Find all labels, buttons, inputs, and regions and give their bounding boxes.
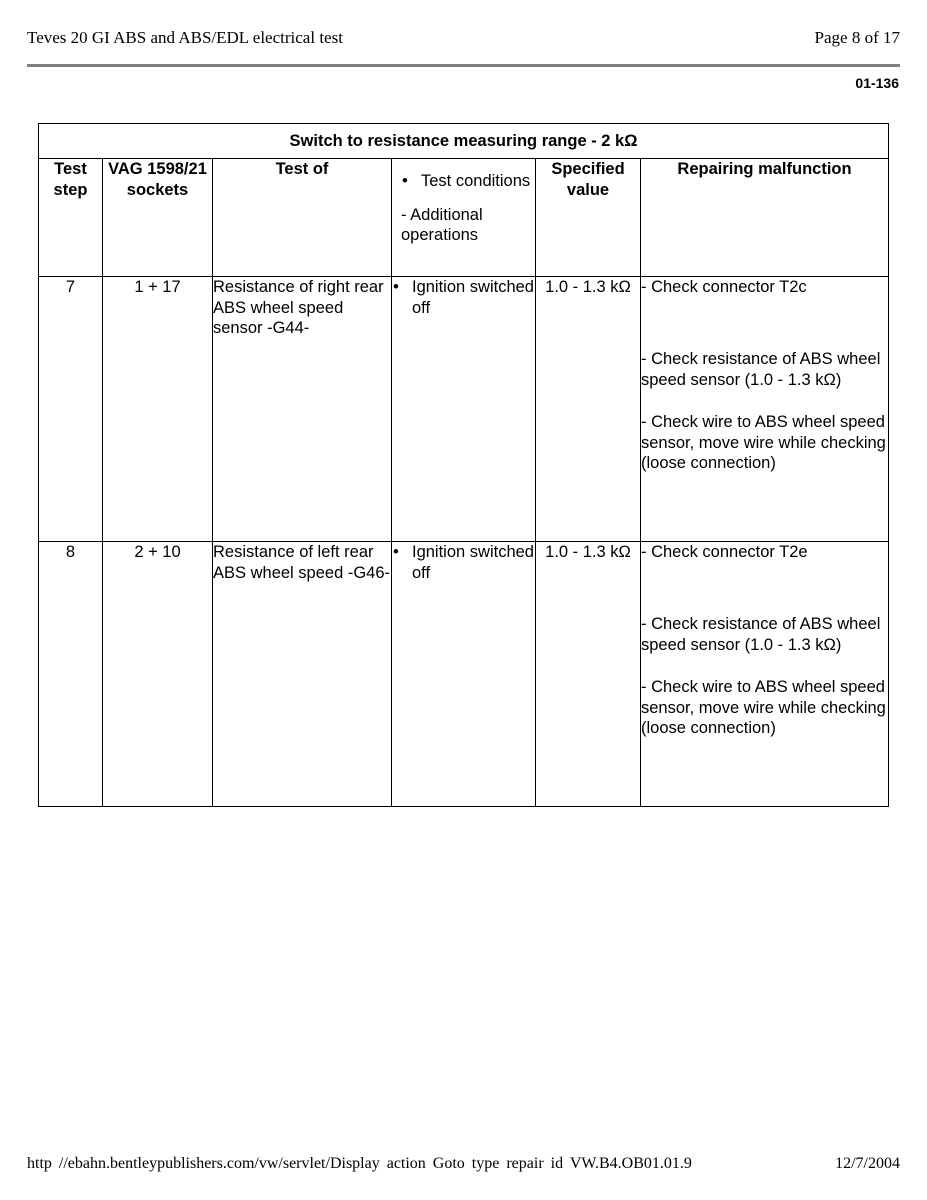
test-step-cell: 8 bbox=[39, 542, 103, 807]
specified-value-cell: 1.0 - 1.3 kΩ bbox=[536, 542, 641, 807]
header-divider bbox=[27, 64, 900, 67]
test-of-cell: Resistance of left rear ABS wheel speed -G46- bbox=[213, 542, 392, 807]
col-header-specified-value: Specified value bbox=[536, 159, 641, 277]
repairing-cell bbox=[641, 542, 889, 807]
print-date: 12/7/2004 bbox=[835, 1155, 900, 1172]
table-row bbox=[39, 277, 889, 542]
conditions-cell bbox=[392, 542, 536, 807]
col-header-conditions bbox=[392, 159, 536, 277]
page-number: Page 8 of 17 bbox=[814, 28, 900, 47]
electrical-test-table bbox=[38, 123, 889, 807]
repairing-cell bbox=[641, 277, 889, 542]
condition-item: • Ignition switched off bbox=[392, 542, 535, 583]
repair-step: - Check connector T2e bbox=[641, 543, 808, 561]
table-header-row bbox=[39, 159, 889, 277]
repair-step: - Check wire to ABS wheel speed sensor, move wire while checking (loose connection) bbox=[641, 678, 886, 737]
test-of-cell: Resistance of right rear ABS wheel speed sensor -G44- bbox=[213, 277, 392, 542]
col-header-test-step: Test step bbox=[39, 159, 103, 277]
repair-step: - Check connector T2c bbox=[641, 278, 807, 296]
col-header-test-of: Test of bbox=[213, 159, 392, 277]
measuring-range-banner: Switch to resistance measuring range - 2 kΩ bbox=[39, 124, 889, 159]
sockets-cell: 2 + 10 bbox=[103, 542, 213, 807]
document-title: Teves 20 GI ABS and ABS/EDL electrical test bbox=[27, 28, 343, 47]
col-header-test-conditions: • Test conditions bbox=[401, 171, 531, 192]
col-header-repairing-malfunction: Repairing malfunction bbox=[641, 159, 889, 277]
col-header-additional-operations: - Additional operations bbox=[401, 205, 483, 244]
section-code: 01-136 bbox=[855, 75, 899, 91]
condition-item: • Ignition switched off bbox=[392, 277, 535, 318]
table-row bbox=[39, 542, 889, 807]
test-step-cell: 7 bbox=[39, 277, 103, 542]
sockets-cell: 1 + 17 bbox=[103, 277, 213, 542]
specified-value-cell: 1.0 - 1.3 kΩ bbox=[536, 277, 641, 542]
col-header-vag-sockets: VAG 1598/21 sockets bbox=[103, 159, 213, 277]
conditions-cell bbox=[392, 277, 536, 542]
repair-step: - Check resistance of ABS wheel speed sensor (1.0 - 1.3 kΩ) bbox=[641, 350, 881, 389]
source-url: http //ebahn.bentleypublishers.com/vw/servlet/Display action Goto type repair id VW.B4.OB01.01.9 bbox=[27, 1155, 692, 1172]
repair-step: - Check wire to ABS wheel speed sensor, move wire while checking (loose connection) bbox=[641, 413, 886, 472]
repair-step: - Check resistance of ABS wheel speed sensor (1.0 - 1.3 kΩ) bbox=[641, 615, 881, 654]
